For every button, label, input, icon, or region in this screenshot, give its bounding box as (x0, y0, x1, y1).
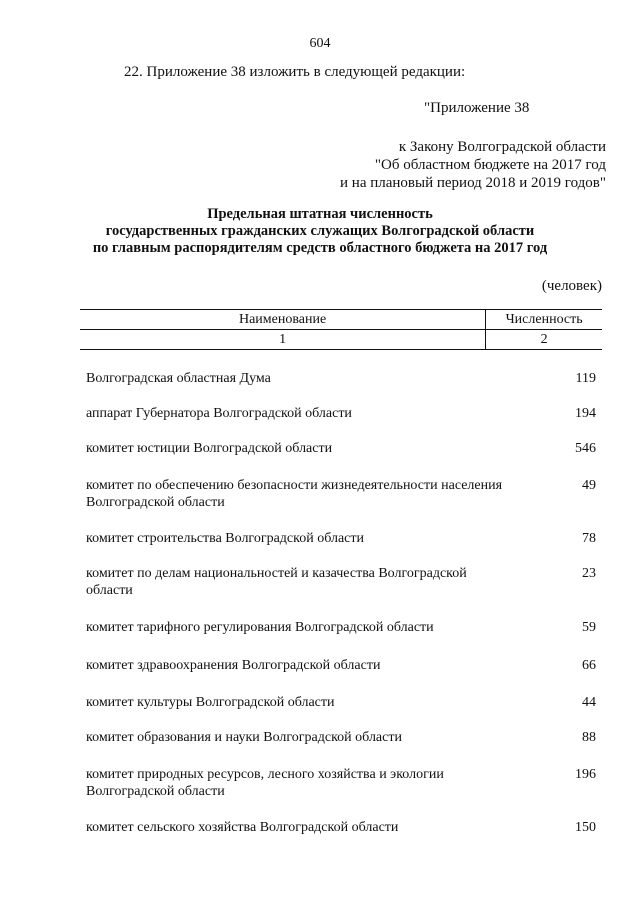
row-value: 78 (582, 531, 596, 546)
row-value: 49 (582, 478, 596, 493)
header-count-number: 2 (485, 330, 602, 349)
row-name: комитет культуры Волгоградской области (86, 695, 335, 710)
table-row (86, 694, 600, 711)
appendix-line-2: "Об областном бюджете на 2017 год (374, 157, 606, 173)
row-value: 59 (582, 620, 596, 635)
table-row (86, 440, 600, 457)
table-row (86, 530, 600, 547)
title-line-1: Предельная штатная численность (207, 206, 433, 222)
row-value: 194 (575, 406, 596, 421)
row-value: 196 (575, 767, 596, 782)
row-name: комитет образования и науки Волгоградской области (86, 730, 402, 745)
row-value: 88 (582, 730, 596, 745)
table-row (86, 370, 600, 387)
header-row (80, 309, 602, 330)
row-name: комитет по обеспечению безопасности жизнедеятельности населения Волгоградской области (86, 478, 503, 510)
header-name-number: 1 (279, 332, 287, 347)
table-row (86, 819, 600, 836)
page-number: 604 (309, 36, 331, 51)
row-value: 119 (575, 371, 596, 386)
appendix-title: "Приложение 38 (424, 100, 530, 116)
title-line-3: по главным распорядителям средств областного бюджета на 2017 год (92, 240, 548, 256)
table-row (86, 619, 600, 636)
table-row (86, 657, 600, 674)
title-line-2: государственных гражданских служащих Волгоградской области (105, 223, 535, 239)
table-row (86, 729, 600, 746)
header-name: Наименование (238, 312, 327, 327)
row-name: комитет строительства Волгоградской области (86, 531, 365, 546)
table-row (86, 477, 600, 511)
table-row (86, 766, 600, 800)
table-row (86, 565, 600, 599)
row-value: 44 (582, 695, 596, 710)
header-count: Численность (485, 310, 602, 329)
document-title (0, 206, 640, 257)
instruction-text: 22. Приложение 38 изложить в следующей редакции: (124, 64, 466, 80)
header-number-row (80, 330, 602, 350)
row-name: комитет тарифного регулирования Волгоградской области (86, 620, 434, 635)
row-name: комитет по делам национальностей и казачества Волгоградской области (86, 566, 467, 598)
appendix-reference (340, 138, 606, 192)
row-name: комитет здравоохранения Волгоградской области (86, 658, 381, 673)
row-name: комитет сельского хозяйства Волгоградской области (86, 820, 399, 835)
row-name: аппарат Губернатора Волгоградской области (86, 406, 352, 421)
row-value: 66 (582, 658, 596, 673)
table-row (86, 405, 600, 422)
row-name: Волгоградская областная Дума (86, 371, 271, 386)
appendix-line-3: и на плановый период 2018 и 2019 годов" (340, 175, 606, 191)
appendix-line-1: к Закону Волгоградской области (398, 139, 606, 155)
row-value: 150 (575, 820, 596, 835)
row-name: комитет природных ресурсов, лесного хозяйства и экологии Волгоградской области (86, 767, 444, 799)
table-header (80, 309, 602, 350)
row-name: комитет юстиции Волгоградской области (86, 441, 333, 456)
row-value: 546 (575, 441, 596, 456)
row-value: 23 (582, 566, 596, 581)
unit-label: (человек) (541, 278, 602, 294)
